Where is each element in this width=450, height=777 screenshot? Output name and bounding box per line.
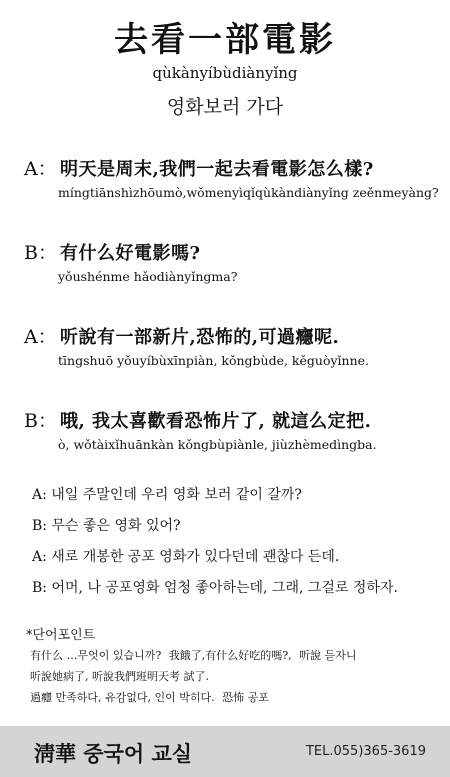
vocab-item: 過癮 만족하다, 유감없다, 인이 박히다. — [30, 691, 215, 704]
speaker-label: A： — [24, 326, 57, 348]
korean-line: B: 무슨 좋은 영화 있어? — [32, 518, 181, 534]
vocab-item: 有什么 …무엇이 있습니까? — [30, 649, 162, 662]
chinese-sentence: 明天是周末,我們一起去看電影怎么樣? — [60, 159, 374, 180]
korean-line: A: 내일 주말인데 우리 영화 보러 같이 갈까? — [32, 487, 302, 503]
dialogue-line — [24, 322, 434, 368]
vocab-item: 我餓了,有什么好吃的嗎?, — [168, 649, 292, 662]
title-pinyin: qùkànyíbùdiànyǐng — [152, 64, 298, 82]
vocab-line — [30, 650, 445, 661]
pinyin-sentence: tīngshuō yǒuyíbùxīnpiàn, kǒngbùde, kěguòyǐnne. — [58, 353, 370, 368]
pinyin-sentence: míngtiānshìzhōumò,wǒmenyìqǐqùkàndiànyǐng zeěnmeyàng? — [58, 185, 439, 200]
speaker-label: B： — [24, 410, 57, 432]
vocab-line — [30, 671, 445, 682]
chinese-sentence: 听說有一部新片,恐怖的,可過癮呢. — [60, 327, 340, 348]
vocab-item: 听說 듣자니 — [299, 649, 357, 662]
brand-name: 淸華 중국어 교실 — [34, 742, 193, 766]
dialogue-line — [24, 406, 434, 452]
dialogue-line — [24, 238, 434, 284]
vocab-item: 恐怖 공포 — [222, 691, 269, 704]
pinyin-sentence: yǒushénme hǎodiànyǐngma? — [58, 269, 238, 284]
pinyin-sentence: ò, wǒtàixǐhuānkàn kǒngbùpiànle, jiùzhèmedìngba. — [58, 437, 377, 452]
chinese-sentence: 有什么好電影嗎? — [60, 243, 201, 264]
page-title: 去看一部電影 — [114, 20, 336, 60]
korean-line: A: 새로 개봉한 공포 영화가 있다던데 괜찮다 든데. — [32, 549, 340, 565]
chinese-sentence: 哦, 我太喜歡看恐怖片了, 就這么定把. — [60, 411, 372, 432]
speaker-label: B： — [24, 242, 57, 264]
vocab-line — [30, 692, 445, 703]
vocab-title: *단어포인트 — [26, 628, 96, 643]
speaker-label: A： — [24, 158, 57, 180]
korean-line: B: 어머, 나 공포영화 엄청 좋아하는데, 그래, 그걸로 정하자. — [32, 580, 398, 596]
dialogue-line — [24, 154, 439, 200]
vocab-item: 听說她病了, 听說我們班明天考 試了. — [30, 670, 209, 683]
title-korean: 영화보러 가다 — [166, 96, 284, 118]
phone-number: TEL.055)365-3619 — [305, 744, 426, 759]
footer-bar — [0, 726, 450, 777]
